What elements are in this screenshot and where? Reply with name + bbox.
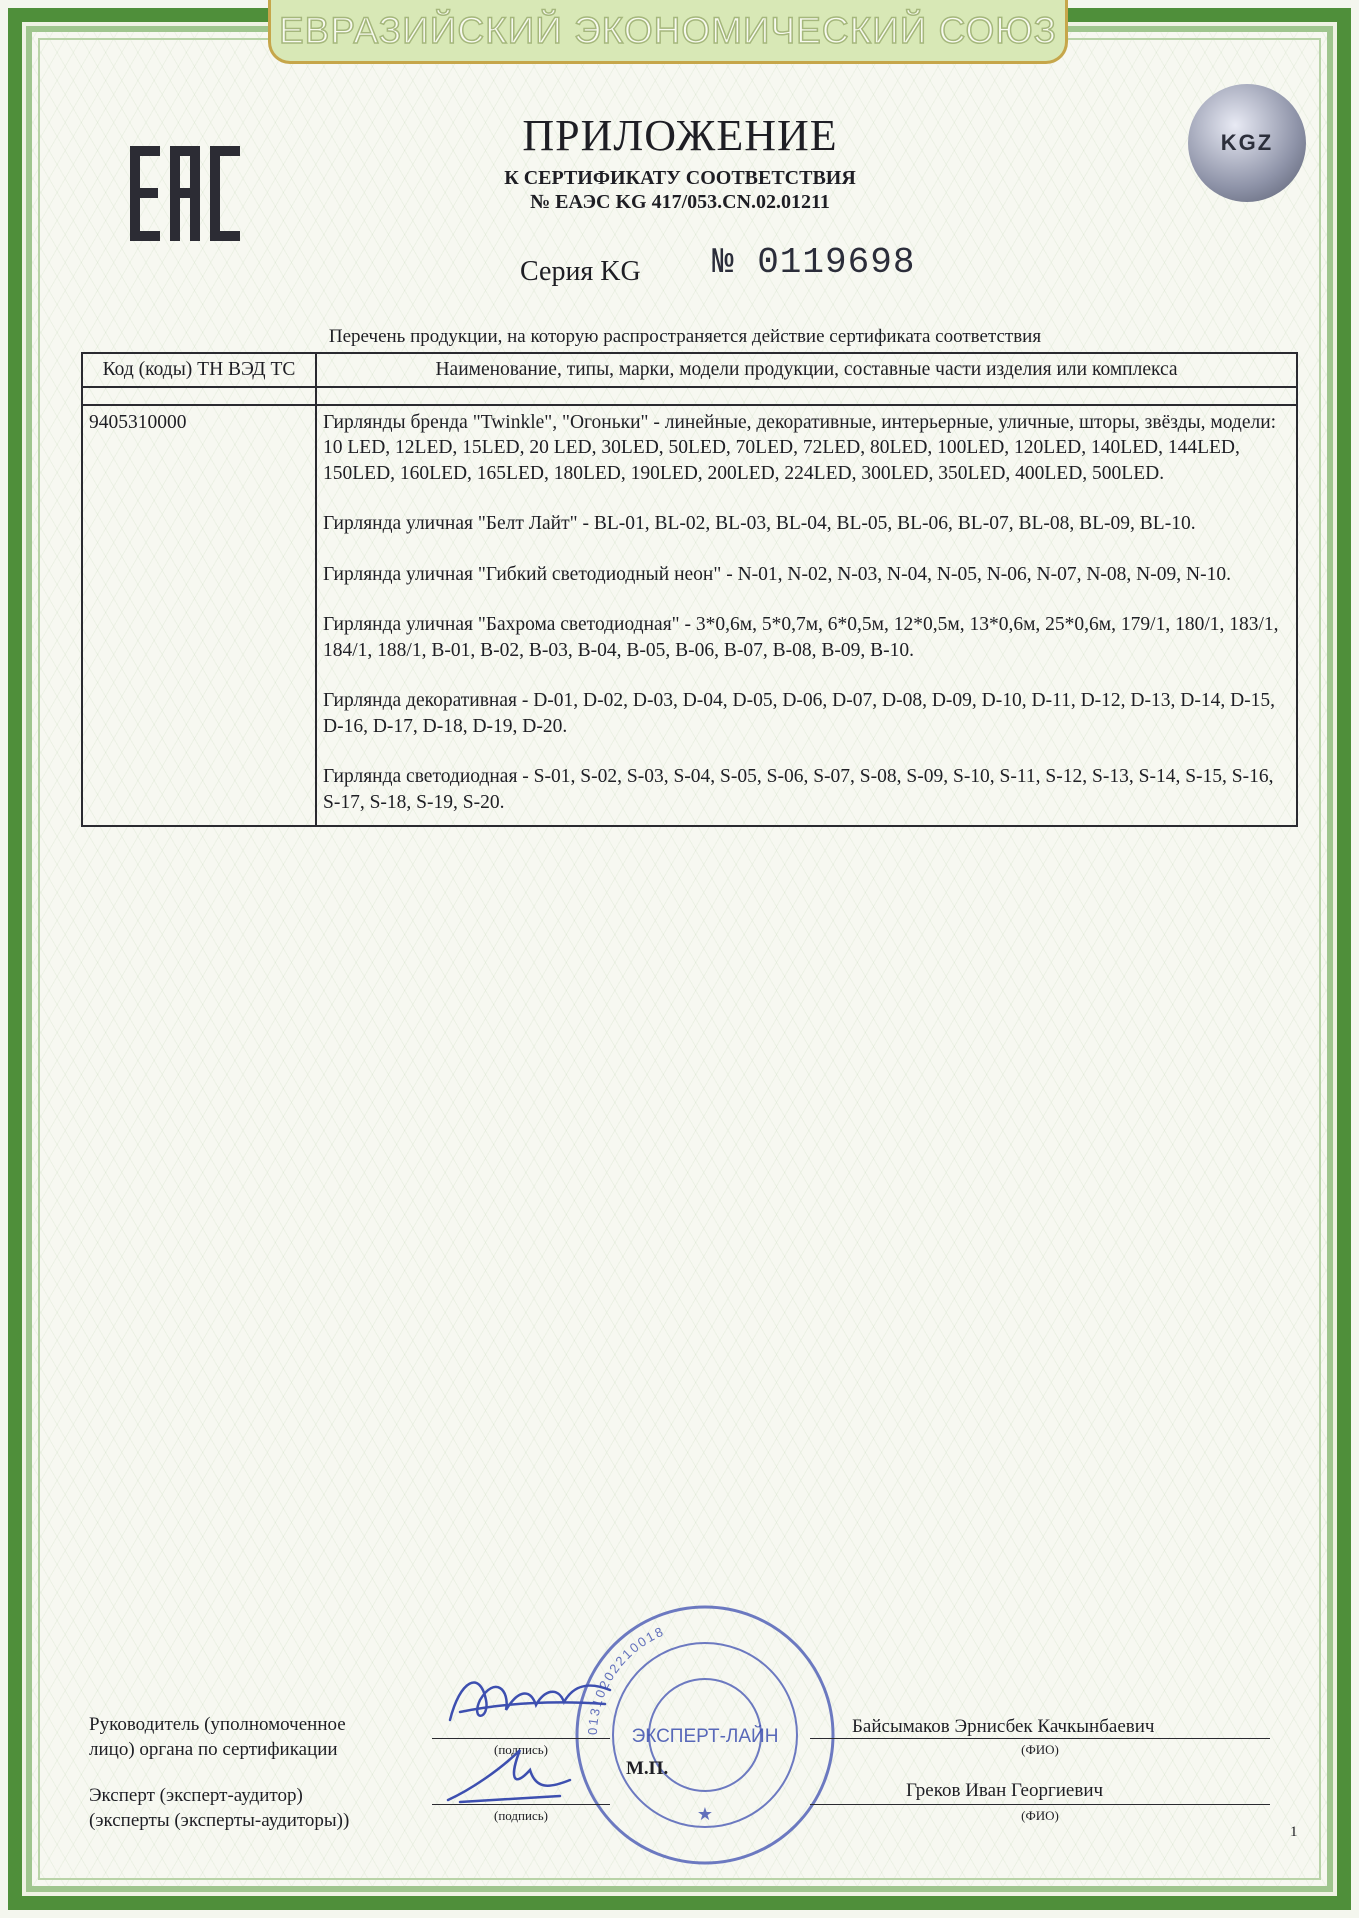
product-item: Гирлянды бренда "Twinkle", "Огоньки" - линейные, декоративные, интерьерные, уличные, шторы, звёзды, модели: 10 LED, 12LED, 15LED, 20 LED, 30LED, 50LED, 70LED, 72LED, 80LED, 100LED, 120LED, 140LED, 144LED, 150LED, 160LED, 165LED, 180LED, 190LED, 200LED, 224LED, 300LED, 350LED, 400LED, 500LED. <box>323 411 1277 484</box>
head-label-line-1: Руководитель (уполномоченное <box>89 1714 346 1735</box>
cell-code: 9405310000 <box>82 405 316 827</box>
product-item: Гирлянда декоративная - D-01, D-02, D-03, D-04, D-05, D-06, D-07, D-08, D-09, D-10, D-11, D-12, D-13, D-14, D-15, D-16, D-17, D-18, D-19, D-20. <box>323 690 1276 737</box>
table-gap-row <box>82 387 1297 405</box>
product-item: Гирлянда уличная "Бахрома светодиодная" - 3*0,6м, 5*0,7м, 6*0,5м, 12*0,5м, 13*0,6м, 25*0,6м, 179/1, 180/1, 183/1, 184/1, 188/1, B-01, B-02, B-03, B-04, B-05, B-06, B-07, B-08, B-09, B-10. <box>323 614 1279 661</box>
expert-fio-line <box>810 1804 1270 1805</box>
page-number: 1 <box>1290 1824 1298 1840</box>
table-row <box>82 405 1297 827</box>
head-name: Байсымаков Эрнисбек Качкынбаевич <box>852 1716 1155 1737</box>
head-label-line-2: лицо) органа по сертификации <box>89 1739 338 1760</box>
expert-handwritten-signature <box>440 1740 590 1810</box>
product-item: Гирлянда уличная "Гибкий светодиодный неон" - N-01, N-02, N-03, N-04, N-05, N-06, N-07, N-08, N-09, N-10. <box>323 563 1231 585</box>
header-code: Код (коды) ТН ВЭД ТС <box>82 353 316 387</box>
head-signature-label <box>89 1712 346 1762</box>
product-item: Гирлянда светодиодная - S-01, S-02, S-03, S-04, S-05, S-06, S-07, S-08, S-09, S-10, S-11, S-12, S-13, S-14, S-15, S-16, S-17, S-18, S-19, S-20. <box>323 766 1274 813</box>
head-handwritten-signature <box>440 1660 620 1740</box>
hologram-sticker <box>1188 84 1306 202</box>
stamp-ring-text: 01310202210018 <box>584 1623 667 1736</box>
table-header-row <box>82 353 1297 387</box>
series-number: № 0119698 <box>712 242 916 283</box>
head-fio-caption: (ФИО) <box>1021 1742 1059 1757</box>
subtitle-line-1: К СЕРТИФИКАТУ СООТВЕТСТВИЯ <box>504 167 856 189</box>
product-item: Гирлянда уличная "Белт Лайт" - BL-01, BL-02, BL-03, BL-04, BL-05, BL-06, BL-07, BL-08, BL-09, BL-10. <box>323 513 1196 534</box>
expert-fio-caption: (ФИО) <box>1021 1808 1059 1823</box>
expert-signature-caption: (подпись) <box>494 1808 548 1823</box>
seal-place-mark: М.П. <box>626 1758 669 1779</box>
head-fio-line <box>810 1738 1270 1739</box>
head-signature-caption: (подпись) <box>494 1742 548 1757</box>
expert-label-line-1: Эксперт (эксперт-аудитор) <box>89 1785 303 1806</box>
cell-products <box>316 405 1297 827</box>
union-banner <box>268 0 1068 64</box>
header-name: Наименование, типы, марки, модели продукции, составные части изделия или комплекса <box>316 353 1297 387</box>
certificate-number: № ЕАЭС KG 417/053.CN.02.01211 <box>530 191 830 213</box>
expert-name: Греков Иван Георгиевич <box>906 1780 1104 1801</box>
svg-text:★: ★ <box>696 1804 714 1824</box>
eac-logo-icon <box>130 146 240 241</box>
document-subtitle <box>400 166 960 214</box>
expert-label-line-2: (эксперты (эксперты-аудиторы)) <box>89 1810 350 1831</box>
union-banner-text: ЕВРАЗИЙСКИЙ ЭКОНОМИЧЕСКИЙ СОЮЗ <box>278 9 1058 51</box>
expert-signature-label <box>89 1783 349 1833</box>
product-table <box>81 352 1298 827</box>
series-label: Серия KG <box>520 256 641 287</box>
product-list-caption: Перечень продукции, на которую распространяется действие сертификата соответствия <box>328 326 1042 347</box>
hologram-text: KGZ <box>1220 130 1274 155</box>
stamp-center-text: ЭКСПЕРТ-ЛАЙН <box>631 1726 779 1747</box>
document-title: ПРИЛОЖЕНИЕ <box>522 111 838 160</box>
